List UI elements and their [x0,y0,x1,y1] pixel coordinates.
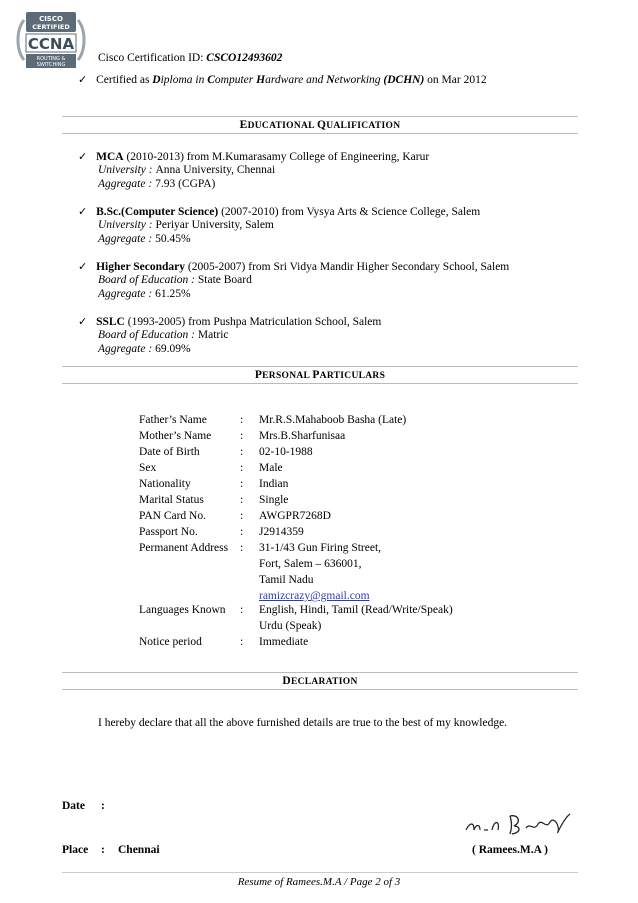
date-colon: : [101,800,105,812]
checkmark-icon: ✓ [78,73,88,86]
edu-entry-1: ✓ MCA (2010-2013) from M.Kumarasamy College of Engineering, Karur [78,150,430,163]
edu-entry-1-aggregate: Aggregate : 7.93 (CGPA) [98,178,216,190]
logo-line4: ROUTING & [36,56,66,62]
edu-entry-2-university: University : Periyar University, Salem [98,219,274,231]
checkmark-icon: ✓ [78,260,88,273]
checkmark-icon: ✓ [78,205,88,218]
cert-id-line: Cisco Certification ID: CSCO12493602 [98,52,283,64]
cert-diploma-line: ✓ Certified as Diploma in Computer Hardware and Networking (DCHN) on Mar 2012 [78,73,487,86]
signatory-name: ( Ramees.M.A ) [472,844,549,856]
section-heading-education: EDUCATIONAL QUALIFICATION [62,116,578,134]
logo-line5: SWITCHING [36,62,66,68]
edu-entry-1-university: University : Anna University, Chennai [98,164,276,176]
logo-line1: CISCO [39,15,63,23]
signature-image [460,808,580,841]
checkmark-icon: ✓ [78,315,88,328]
declaration-text: I hereby declare that all the above furnished details are true to the best of my knowledge. [98,717,508,729]
place-value: Chennai [118,844,160,856]
cert-id: CSCO12493602 [206,52,283,64]
edu-entry-3-board: Board of Education : State Board [98,274,252,286]
footer-divider [62,872,578,873]
section-heading-declaration: DECLARATION [62,672,578,690]
logo-line2: CERTIFIED [32,23,70,31]
checkmark-icon: ✓ [78,150,88,163]
place-colon: : [101,844,105,856]
section-heading-personal: PERSONAL PARTICULARS [62,366,578,384]
edu-entry-3-aggregate: Aggregate : 61.25% [98,288,191,300]
logo-line3: CCNA [27,35,75,53]
edu-entry-3: ✓ Higher Secondary (2005-2007) from Sri Vidya Mandir Higher Secondary School, Salem [78,260,510,273]
edu-entry-4-aggregate: Aggregate : 69.09% [98,343,191,355]
edu-entry-2: ✓ B.Sc.(Computer Science) (2007-2010) from Vysya Arts & Science College, Salem [78,205,481,218]
ccna-logo [14,8,88,70]
date-label: Date [62,800,85,812]
edu-entry-4: ✓ SSLC (1993-2005) from Pushpa Matriculation School, Salem [78,315,382,328]
page-footer: Resume of Ramees.M.A / Page 2 of 3 [237,876,401,888]
edu-entry-2-aggregate: Aggregate : 50.45% [98,233,191,245]
edu-entry-4-board: Board of Education : Matric [98,329,229,341]
email-link[interactable]: ramizcrazy@gmail.com [259,590,370,602]
place-label: Place [62,844,89,856]
